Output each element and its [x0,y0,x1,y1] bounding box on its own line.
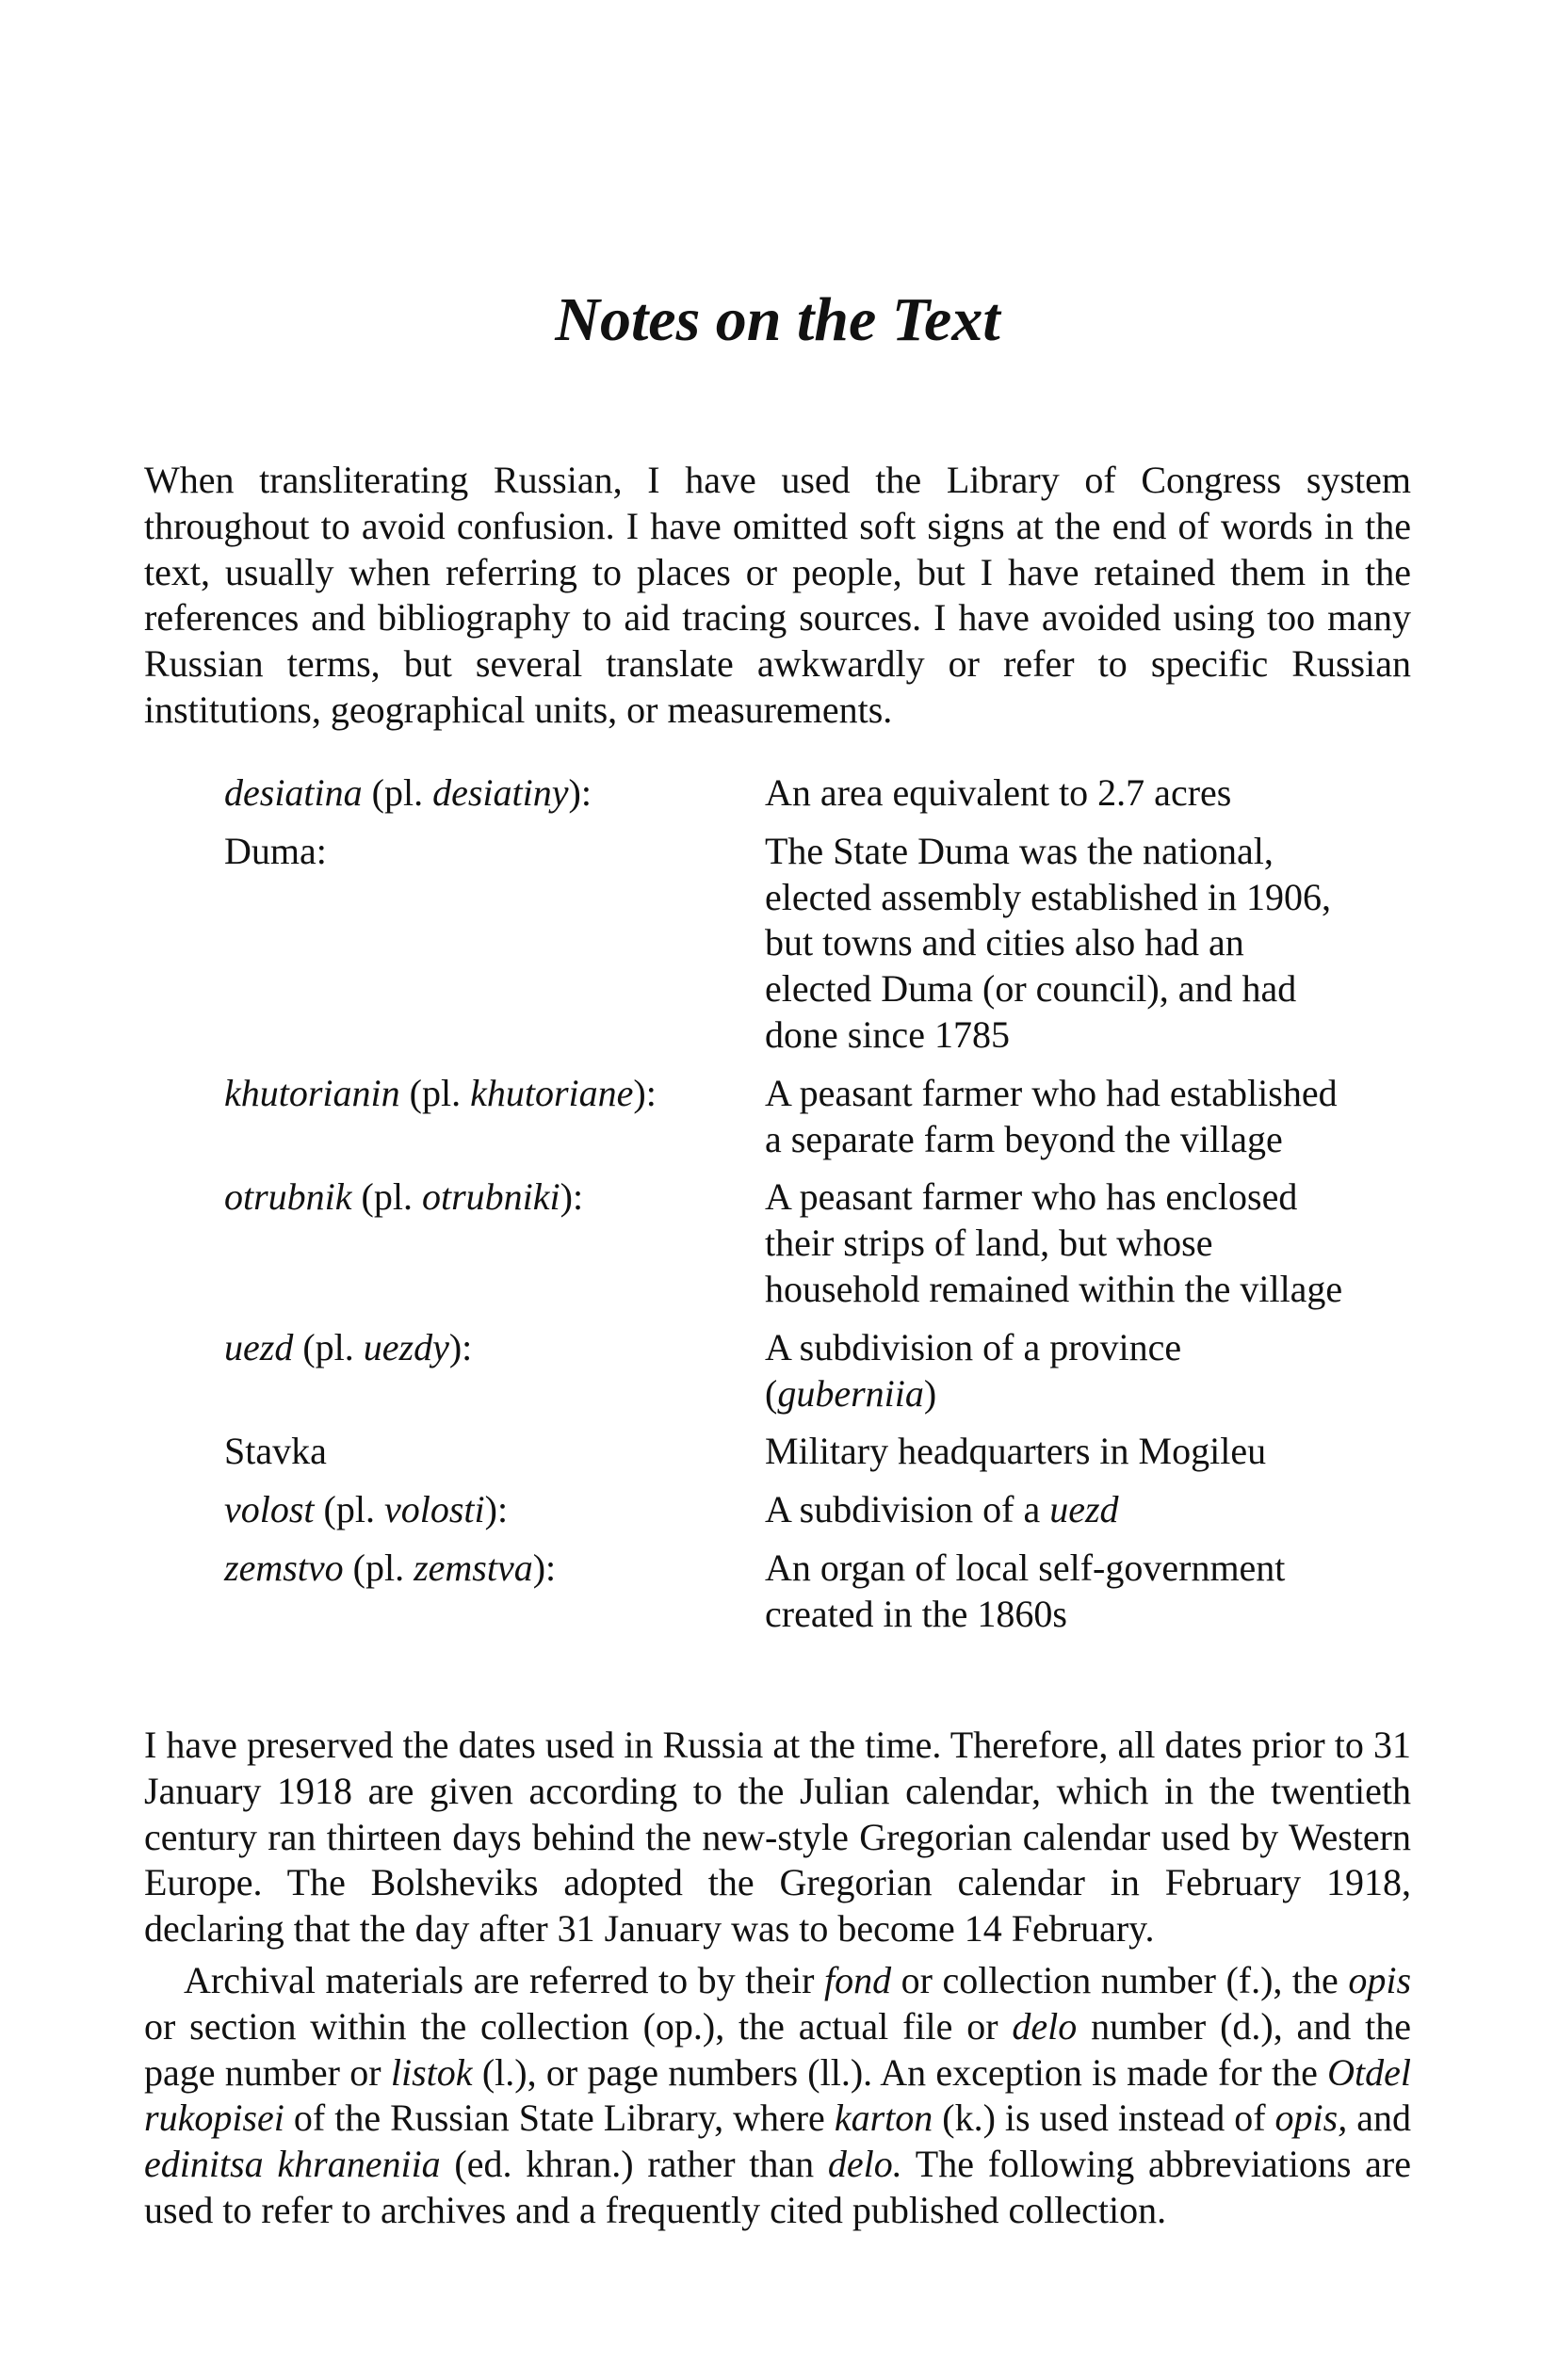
glossary-term: Stavka [224,1430,327,1473]
glossary-entry-zemstvo [224,1546,1411,1638]
glossary-entry-khutorianin [224,1071,1411,1163]
glossary-entry-duma [224,829,1411,1059]
page-title: Notes on the Text [555,285,1000,354]
glossary-term: desiatina (pl. desiatiny): [224,771,592,814]
glossary-term: uezd (pl. uezdy): [224,1325,473,1368]
intro-paragraph: When transliterating Russian, I have used the Library of Congress system throughout to avoid confusion. I have omitted soft signs at the end of words in the text, usually when referring to places or people, but I have retained them in the references and bibliography to aid tracing sources. I have avoided using too many Russian terms, but several translate awkwardly or refer to specific Russian institutions, geographical units, or measurements. [144,459,1411,731]
archives-paragraph: Archival materials are referred to by their fond or collection number (f.), the opis or section within the collection (op.), the actual file or delo number (d.), and the page number or listok (l.), or page numbers (ll.). An exception is made for the Otdel rukopisei of the Russian State Library, where karton (k.) is used instead of opis, and edinitsa khraneniia (ed. khran.) rather than delo. The following abbreviations are used to refer to archives and a frequently cited published collection. [144,1959,1412,2231]
glossary-definition: The State Duma was the national, elected assembly established in 1906, but towns and cities also had an elected Duma (or council), and had done since 1785 [765,829,1331,1056]
glossary-definition: A subdivision of a province (guberniia) [765,1325,1182,1415]
glossary-term: otrubnik (pl. otrubniki): [224,1175,584,1219]
glossary-definition: Military headquarters in Mogileu [765,1430,1267,1473]
glossary-definition: An organ of local self-government created in the 1860s [765,1546,1286,1635]
glossary-term: zemstvo (pl. zemstva): [224,1546,557,1589]
dates-paragraph: I have preserved the dates used in Russia at the time. Therefore, all dates prior to 31 January 1918 are given according to the Julian calendar, which in the twentieth century ran thirteen days behind the new-style Gregorian calendar used by Western Europe. The Bolsheviks adopted the Gregorian calendar in February 1918, declaring that the day after 31 January was to become 14 February. [144,1724,1411,1951]
glossary-entry-desiatina [224,770,1411,817]
glossary-term: khutorianin (pl. khutoriane): [224,1071,657,1114]
glossary-definition: A subdivision of a uezd [765,1488,1119,1531]
glossary-definition: A peasant farmer who has enclosed their strips of land, but whose household remained within the village [765,1175,1343,1310]
glossary-entry-uezd [224,1325,1411,1417]
glossary-definition: An area equivalent to 2.7 acres [765,771,1232,814]
glossary-term: volost (pl. volosti): [224,1488,509,1531]
glossary-definition: A peasant farmer who had established a separate farm beyond the village [765,1071,1338,1160]
glossary-entry-otrubnik [224,1174,1411,1312]
glossary-entry-volost [224,1487,1411,1533]
glossary-term: Duma: [224,829,327,872]
glossary-entry-stavka [224,1429,1411,1475]
glossary [224,770,1411,1650]
